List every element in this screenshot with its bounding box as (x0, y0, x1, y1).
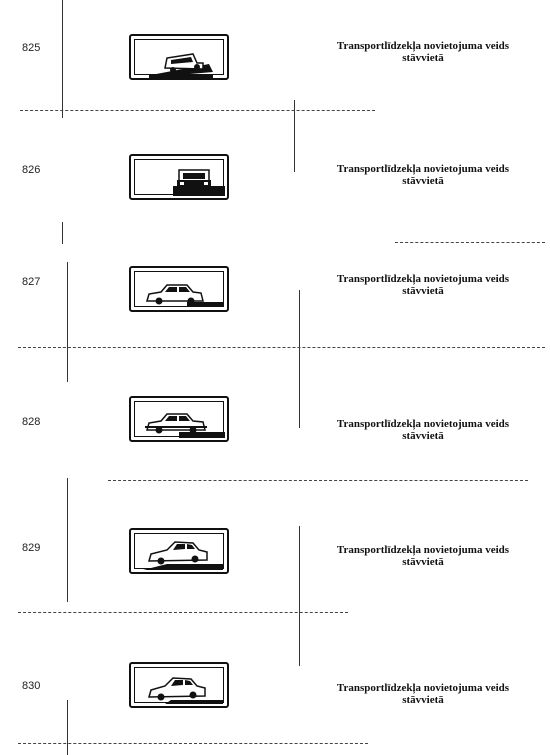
sign-number: 826 (22, 164, 41, 176)
car-parallel-parking-icon (129, 266, 229, 312)
sign-description-line2: stāvvietā (402, 52, 444, 64)
horizontal-rule (395, 242, 545, 243)
sign-number: 827 (22, 276, 41, 288)
sign-description-line2: stāvvietā (402, 556, 444, 568)
car-parked-on-sidewalk-icon (129, 34, 229, 80)
sign-row (0, 154, 550, 214)
sign-description: Transportlīdzekļa novietojuma veids (336, 163, 510, 175)
horizontal-rule (20, 110, 375, 111)
sign-description: Transportlīdzekļa novietojuma veids (336, 682, 510, 694)
sign-row (0, 662, 550, 722)
sign-description: Transportlīdzekļa novietojuma veids (336, 544, 510, 556)
vertical-rule (62, 222, 63, 244)
sign-row (0, 528, 550, 588)
horizontal-rule (18, 743, 368, 744)
horizontal-rule (108, 480, 528, 481)
sign-number: 825 (22, 42, 41, 54)
sign-row (0, 266, 550, 326)
sign-description: Transportlīdzekļa novietojuma veids (336, 418, 510, 430)
car-parked-on-curb-icon (129, 154, 229, 200)
car-half-on-sidewalk-icon (129, 396, 229, 442)
sign-description-line2: stāvvietā (402, 430, 444, 442)
sign-description-line2: stāvvietā (402, 694, 444, 706)
horizontal-rule (18, 612, 348, 613)
horizontal-rule (18, 347, 545, 348)
car-angled-on-sidewalk-icon (129, 662, 229, 708)
sign-row (0, 34, 550, 94)
sign-number: 829 (22, 542, 41, 554)
sign-row (0, 396, 550, 456)
sign-description-line2: stāvvietā (402, 175, 444, 187)
car-angled-parking-icon (129, 528, 229, 574)
sign-description-line2: stāvvietā (402, 285, 444, 297)
sign-number: 830 (22, 680, 41, 692)
sign-description: Transportlīdzekļa novietojuma veids (336, 40, 510, 52)
sign-description: Transportlīdzekļa novietojuma veids (336, 273, 510, 285)
sign-number: 828 (22, 416, 41, 428)
